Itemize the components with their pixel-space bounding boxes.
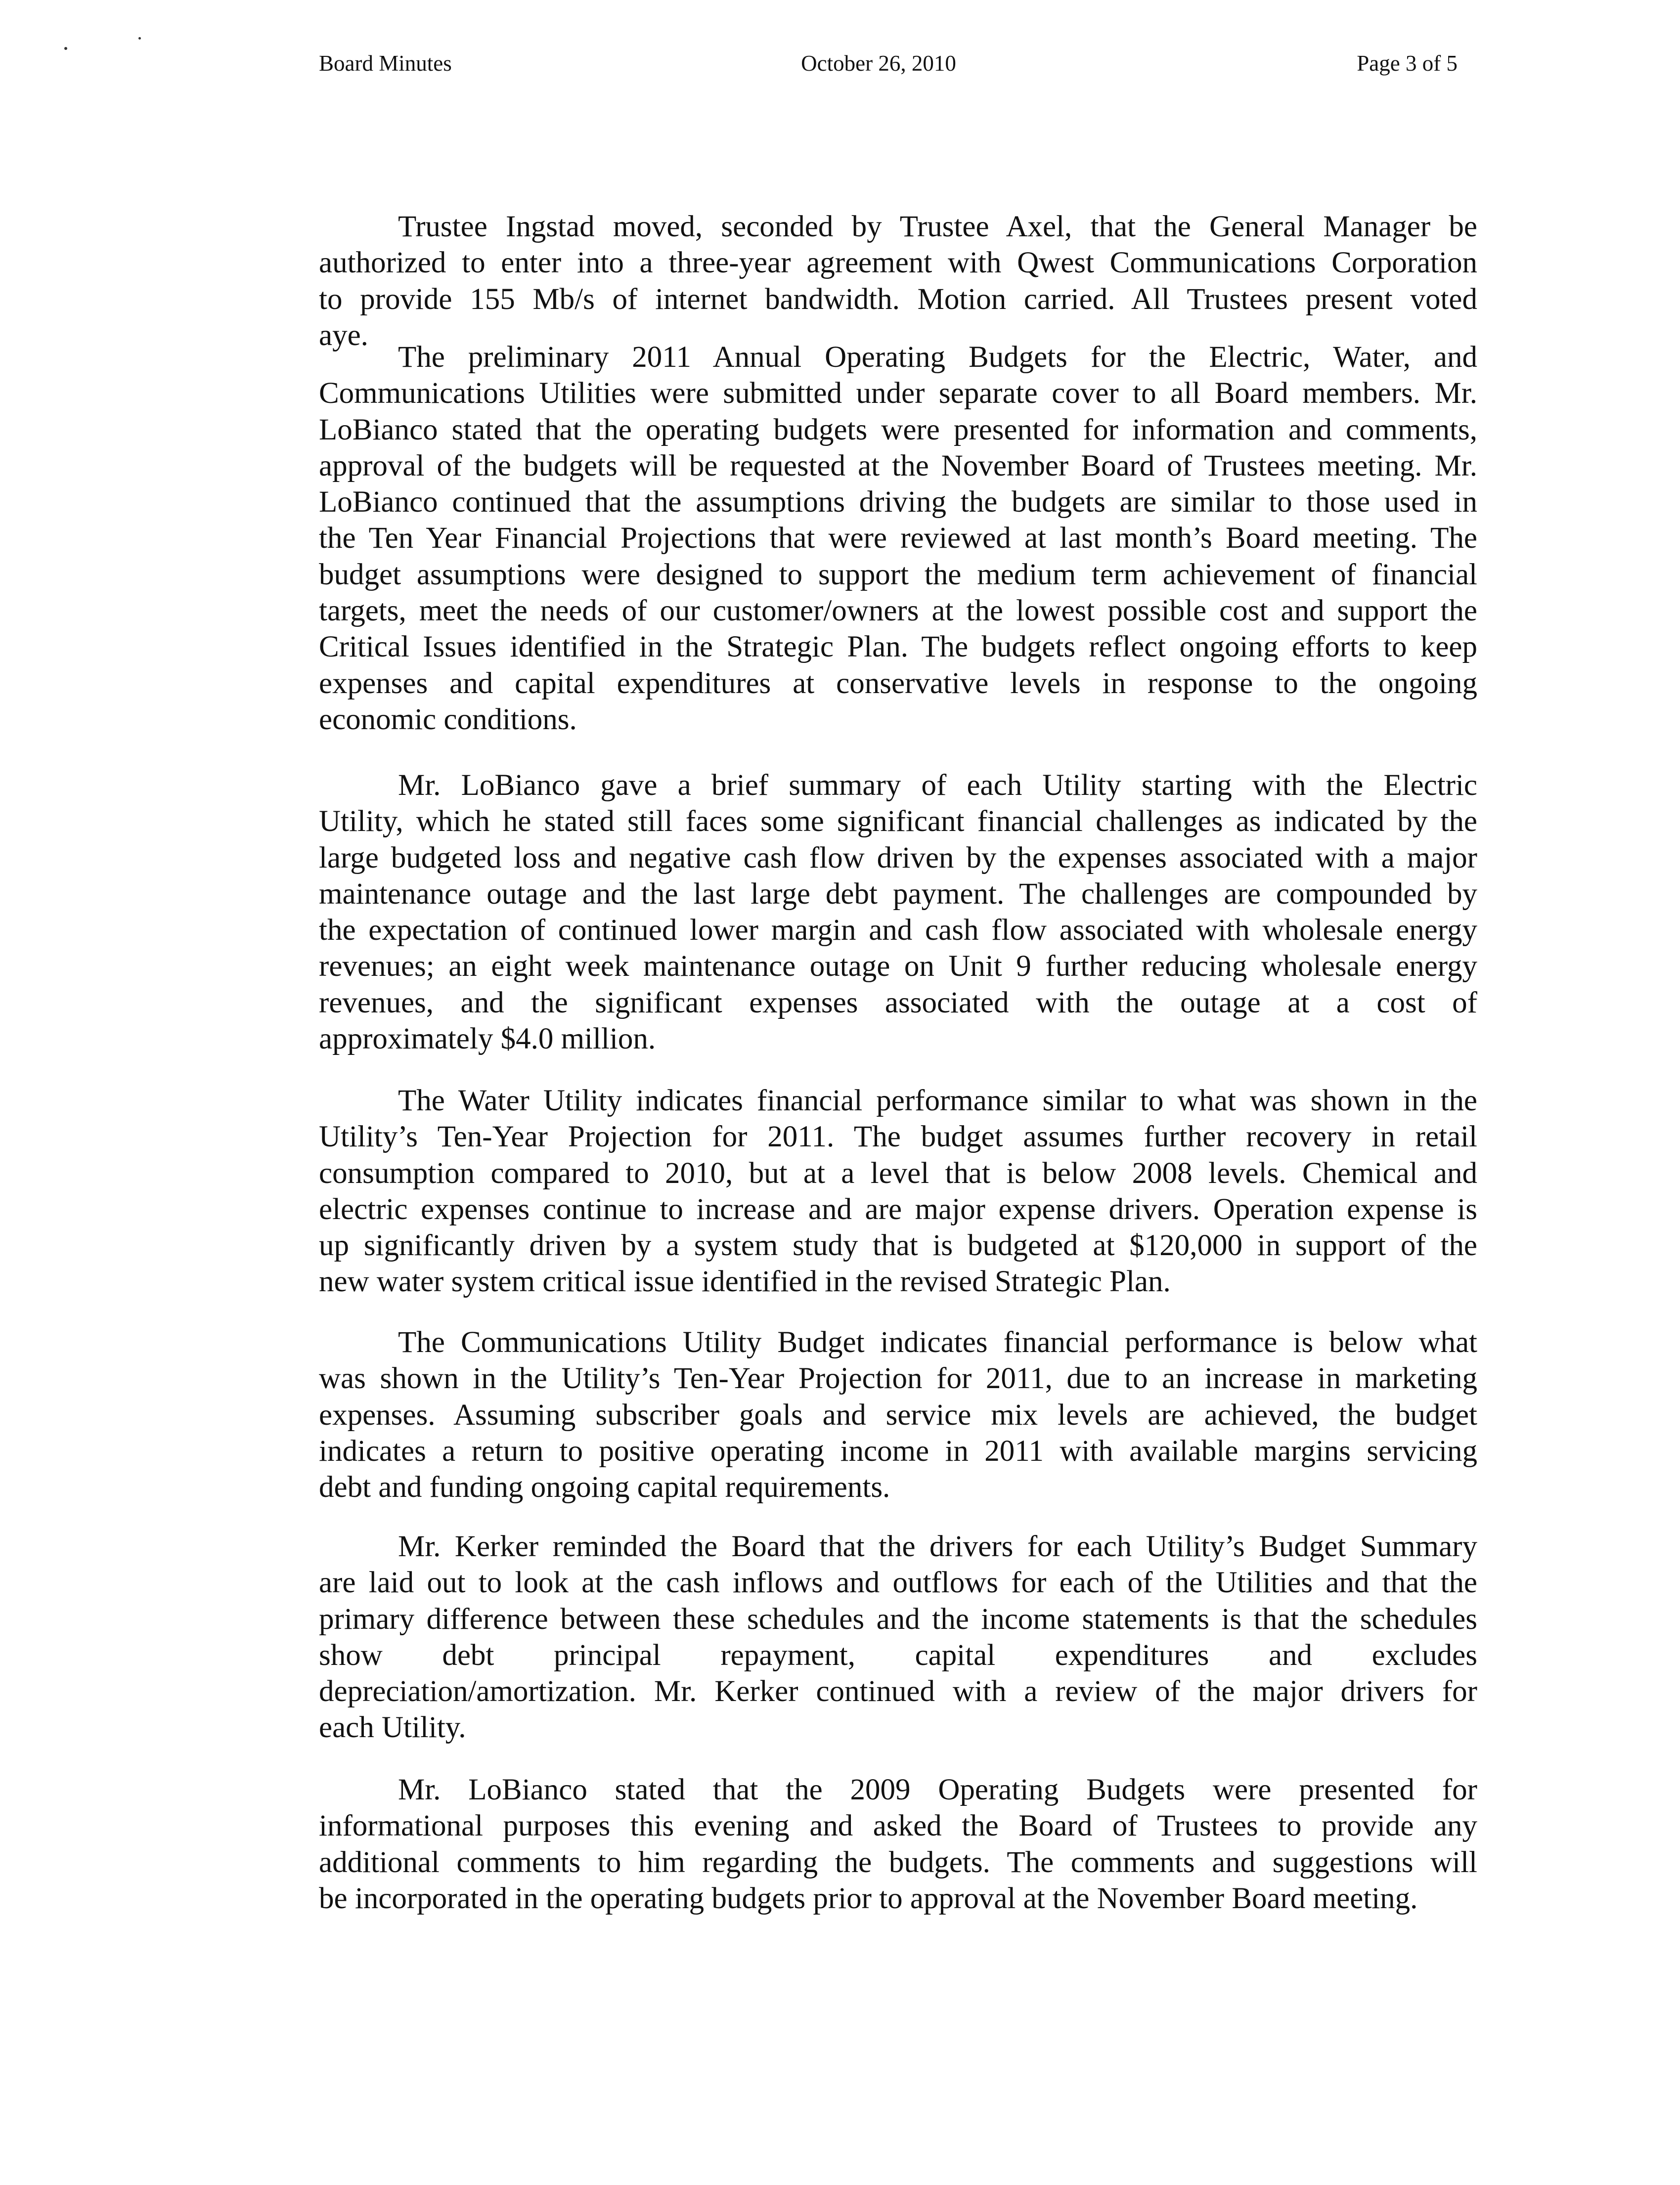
paragraph-line: to provide 155 Mb/s of internet bandwidth. Motion carried. All Trustees present voted <box>319 282 1477 316</box>
paragraph-line: Critical Issues identified in the Strategic Plan. The budgets reflect ongoing efforts to keep <box>319 630 1477 664</box>
paragraph-line: additional comments to him regarding the budgets. The comments and suggestions will <box>319 1845 1477 1879</box>
paragraph-line: new water system critical issue identified in the revised Strategic Plan. <box>319 1265 1171 1299</box>
paragraph <box>319 767 1477 1057</box>
paragraph-line: Utility’s Ten-Year Projection for 2011. The budget assumes further recovery in retail <box>319 1120 1477 1154</box>
paragraph-line: indicates a return to positive operating income in 2011 with available margins servicing <box>319 1434 1477 1468</box>
paragraph-line: authorized to enter into a three-year agreement with Qwest Communications Corporation <box>319 246 1477 280</box>
paragraph-line: Mr. Kerker reminded the Board that the drivers for each Utility’s Budget Summary <box>398 1530 1477 1563</box>
paragraph <box>319 1083 1477 1300</box>
paragraph-line: Trustee Ingstad moved, seconded by Trustee Axel, that the General Manager be <box>398 210 1477 243</box>
paragraph <box>319 209 1477 353</box>
paragraph-line: the Ten Year Financial Projections that were reviewed at last month’s Board meeting. The <box>319 522 1477 555</box>
header-page-number: Page 3 of 5 <box>1357 51 1458 76</box>
paragraph <box>319 1324 1477 1505</box>
paragraph-line: The preliminary 2011 Annual Operating Budgets for the Electric, Water, and <box>398 341 1477 374</box>
paragraph-line: economic conditions. <box>319 702 577 736</box>
paragraph-line: targets, meet the needs of our customer/owners at the lowest possible cost and support the <box>319 594 1477 628</box>
paragraph-line: the expectation of continued lower margin and cash flow associated with wholesale energy <box>319 914 1477 947</box>
paragraph-line: informational purposes this evening and asked the Board of Trustees to provide any <box>319 1809 1477 1843</box>
paragraph-line: was shown in the Utility’s Ten-Year Projection for 2011, due to an increase in marketing <box>319 1362 1477 1396</box>
paragraph-line: LoBianco stated that the operating budgets were presented for information and comments, <box>319 413 1477 446</box>
paragraph-line: Utility, which he stated still faces some significant financial challenges as indicated by the <box>319 805 1477 838</box>
paragraph-line: Communications Utilities were submitted under separate cover to all Board members. Mr. <box>319 377 1477 410</box>
paragraph-line: are laid out to look at the cash inflows and outflows for each of the Utilities and that the <box>319 1566 1477 1600</box>
paragraph-line: maintenance outage and the last large debt payment. The challenges are compounded by <box>319 877 1477 911</box>
paragraph-line: each Utility. <box>319 1711 466 1745</box>
header-date: October 26, 2010 <box>801 51 956 76</box>
paragraph-line: up significantly driven by a system study that is budgeted at $120,000 in support of the <box>319 1229 1477 1263</box>
paragraph-line: consumption compared to 2010, but at a level that is below 2008 levels. Chemical and <box>319 1156 1477 1190</box>
paragraph-line: expenses. Assuming subscriber goals and service mix levels are achieved, the budget <box>319 1398 1477 1432</box>
paragraph-line: electric expenses continue to increase and are major expense drivers. Operation expense is <box>319 1192 1477 1226</box>
paragraph-line: debt and funding ongoing capital requirements. <box>319 1471 890 1504</box>
paragraph-line: primary difference between these schedules and the income statements is that the schedules <box>319 1602 1477 1636</box>
paragraph-line: The Water Utility indicates financial performance similar to what was shown in the <box>398 1084 1477 1117</box>
paragraph <box>319 339 1477 738</box>
paragraph-line: revenues; an eight week maintenance outage on Unit 9 further reducing wholesale energy <box>319 950 1477 983</box>
paragraph-line: revenues, and the significant expenses associated with the outage at a cost of <box>319 986 1477 1019</box>
paragraph-line: large budgeted loss and negative cash flow driven by the expenses associated with a major <box>319 841 1477 874</box>
paragraph-line: Mr. LoBianco gave a brief summary of each Utility starting with the Electric <box>398 769 1477 802</box>
paragraph <box>319 1772 1477 1917</box>
header-document-title: Board Minutes <box>319 51 452 76</box>
paragraph-line: be incorporated in the operating budgets prior to approval at the November Board meeting. <box>319 1881 1418 1915</box>
paragraph-line: approval of the budgets will be requested at the November Board of Trustees meeting. Mr. <box>319 449 1477 482</box>
paragraph-line: LoBianco continued that the assumptions driving the budgets are similar to those used in <box>319 485 1477 519</box>
paragraph-line: expenses and capital expenditures at conservative levels in response to the ongoing <box>319 666 1477 700</box>
paragraph-line: aye. <box>319 318 368 352</box>
paragraph-line: budget assumptions were designed to support the medium term achievement of financial <box>319 558 1477 591</box>
paragraph-line: approximately $4.0 million. <box>319 1022 656 1056</box>
paragraph-line: show debt principal repayment, capital expenditures and excludes <box>319 1638 1477 1672</box>
paragraph-line: depreciation/amortization. Mr. Kerker continued with a review of the major drivers for <box>319 1675 1477 1708</box>
scan-speck <box>64 47 67 50</box>
paragraph <box>319 1529 1477 1746</box>
paragraph-line: Mr. LoBianco stated that the 2009 Operating Budgets were presented for <box>398 1773 1477 1806</box>
paragraph-line: The Communications Utility Budget indicates financial performance is below what <box>398 1326 1477 1359</box>
scan-speck <box>138 37 141 40</box>
